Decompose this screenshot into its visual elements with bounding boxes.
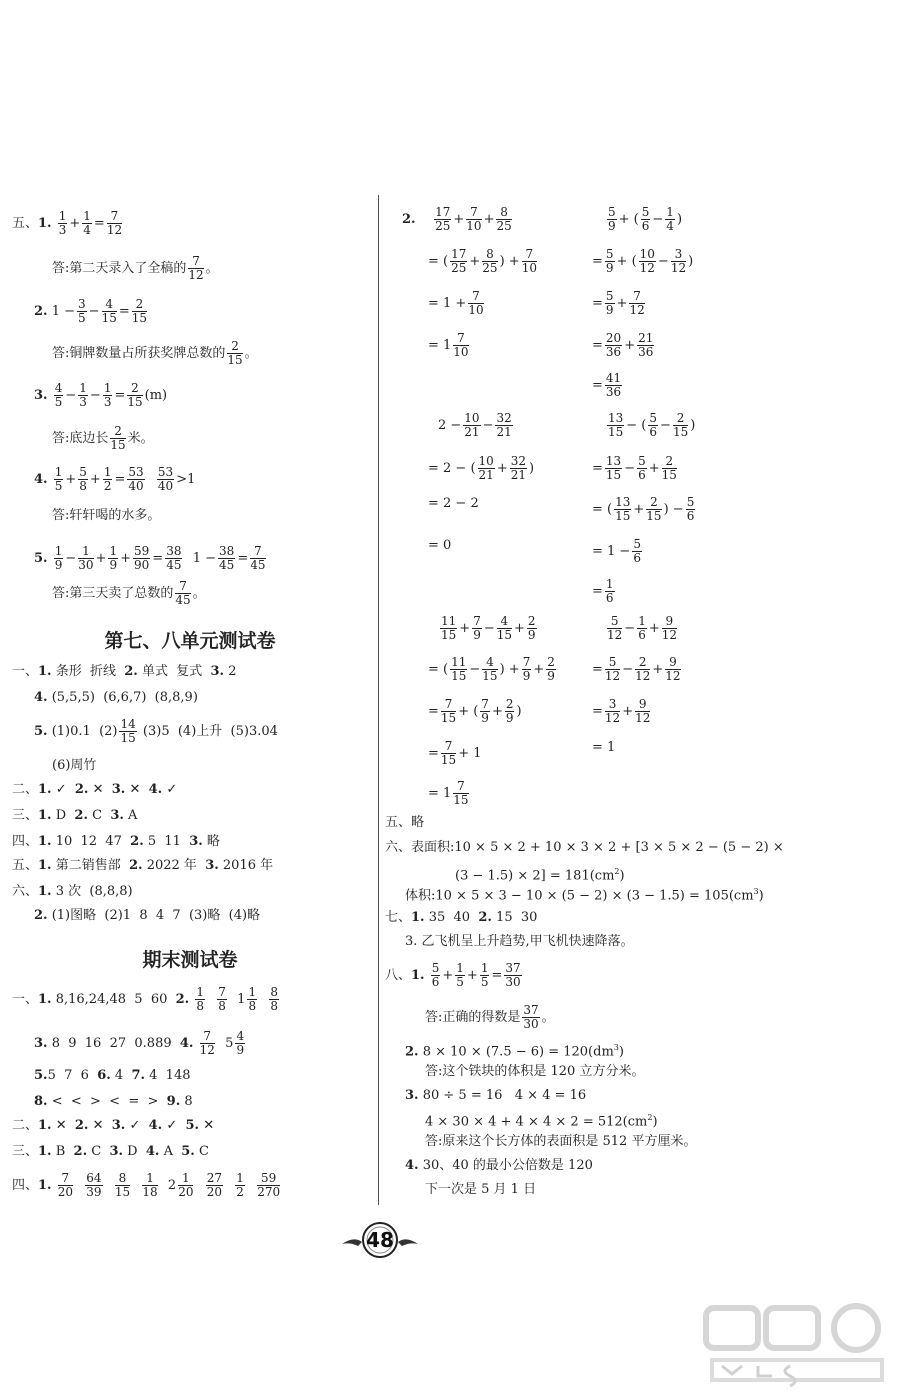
answer-line: 八、1. $\frac{5}{6}$ + $\frac{1}{5}$ + $\frac{1}{5}$ = $\frac{37}{30}$ bbox=[385, 961, 521, 989]
answer-line: 七、1. 35 40 2. 15 30 bbox=[385, 910, 538, 925]
answer-line: 答:第二天录入了全稿的 $\frac{7}{12}$ 。 bbox=[52, 254, 219, 282]
answer-line: 一、1. 条形 折线 2. 单式 复式 3. 2 bbox=[12, 664, 237, 679]
answer-line: 三、1. D 2. C 3. A bbox=[12, 808, 138, 823]
answer-line: 2. $8 \times 10 \times (7.5 - 6) = 120(dm^3)$ bbox=[405, 1043, 624, 1060]
answer-line: 三、1. B 2. C 3. D 4. A 5. C bbox=[12, 1144, 209, 1159]
answer-line: 3. 乙飞机呈上升趋势,甲飞机快速降落。 bbox=[405, 934, 634, 949]
answer-line: (6)周竹 bbox=[52, 758, 97, 773]
answer-line: 答:铜牌数量占所获奖牌总数的 $\frac{2}{15}$ 。 bbox=[52, 339, 258, 367]
answer-line: 8. < < > < = > 9. 8 bbox=[34, 1094, 193, 1109]
answer-line: $\frac{11}{15}$ + $\frac{7}{9}$ − $\frac{4}{15}$ + $\frac{2}{9}$ bbox=[441, 614, 536, 642]
answer-line: = $\frac{20}{36}$ + $\frac{21}{36}$ bbox=[592, 331, 654, 359]
answer-line: 答:轩轩喝的水多。 bbox=[52, 508, 161, 523]
answer-line: 六、表面积:10 × 5 × 2 + 10 × 3 × 2 + [3 × 5 × 2 − (5 − 2) × bbox=[385, 840, 784, 855]
answer-line: = 0 bbox=[428, 538, 452, 553]
answer-line: 答:底边长 $\frac{2}{15}$ 米。 bbox=[52, 424, 154, 452]
watermark-logo bbox=[698, 1300, 898, 1390]
answer-line: 答:这个铁块的体积是 120 立方分米。 bbox=[425, 1064, 645, 1079]
answer-line: $\frac{5}{12}$ − $\frac{1}{6}$ + $\frac{9}{12}$ bbox=[607, 614, 678, 642]
answer-line: 二、1. ✕ 2. ✕ 3. ✓ 4. ✓ 5. ✕ bbox=[12, 1118, 215, 1133]
answer-line: 4. (5,5,5) (6,6,7) (8,8,9) bbox=[34, 690, 198, 705]
answer-line: = 2 − 2 bbox=[428, 496, 479, 511]
answer-line: = ( $\frac{13}{15}$ + $\frac{2}{15}$ ) − $\frac{5}{6}$ bbox=[592, 495, 695, 523]
answer-line: $4 \times 30 \times 4 + 4 \times 4 \times 2 = 512(cm^2)$ bbox=[425, 1113, 658, 1130]
answer-line: 2. (1)图略 (2)1 8 4 7 (3)略 (4)略 bbox=[34, 908, 261, 923]
answer-line: = 1 − $\frac{5}{6}$ bbox=[592, 537, 641, 565]
answer-line: 5. $\frac{1}{9}$ − $\frac{1}{30}$ + $\frac{1}{9}$ + $\frac{59}{90}$ = $\frac{38}{45}$ 1 − $\frac{38}{45}$ = $\frac{7}{45}$ bbox=[34, 544, 266, 572]
answer-line: 五、略 bbox=[385, 815, 425, 830]
answer-line: = 1 bbox=[592, 740, 616, 755]
answer-line: = $\frac{5}{9}$ + ( $\frac{10}{12}$ − $\frac{3}{12}$ ) bbox=[592, 247, 694, 275]
answer-line: = $\frac{7}{15}$ + 1 bbox=[428, 739, 482, 767]
section-heading: 期末测试卷 bbox=[142, 949, 238, 971]
answer-line: = $\frac{5}{9}$ + $\frac{7}{12}$ bbox=[592, 289, 645, 317]
answer-line: = $\frac{7}{15}$ + ( $\frac{7}{9}$ + $\frac{2}{9}$ ) bbox=[428, 697, 522, 725]
answer-line: = $\frac{5}{12}$ − $\frac{2}{12}$ + $\frac{9}{12}$ bbox=[592, 655, 681, 683]
page-number-badge bbox=[340, 1218, 420, 1262]
answer-line: 3. 80 ÷ 5 = 16 4 × 4 = 16 bbox=[405, 1088, 587, 1103]
answer-line: 四、1. 10 12 47 2. 5 11 3. 略 bbox=[12, 834, 220, 849]
answer-line: 4. $\frac{1}{5}$ + $\frac{5}{8}$ + $\frac{1}{2}$ = $\frac{53}{40}$ $\frac{53}{40}$ >1 bbox=[34, 465, 196, 493]
answer-line: = 1 $\frac{7}{10}$ bbox=[428, 331, 469, 359]
answer-line: = $\frac{3}{12}$ + $\frac{9}{12}$ bbox=[592, 697, 651, 725]
answer-line: $(3 - 1.5) \times 2] = 181(cm^2)$ bbox=[455, 867, 625, 884]
answer-line: = 1 $\frac{7}{15}$ bbox=[428, 779, 469, 807]
answer-line: 5.5 7 6 6. 4 7. 4 148 bbox=[34, 1068, 191, 1083]
answer-line: 答:第三天卖了总数的 $\frac{7}{45}$ 。 bbox=[52, 579, 206, 607]
watermark-icon bbox=[698, 1300, 898, 1390]
answer-line: 2. $\frac{17}{25}$ + $\frac{7}{10}$ + $\frac{8}{25}$ bbox=[402, 205, 512, 233]
answer-line: 2 − $\frac{10}{21}$ − $\frac{32}{21}$ bbox=[438, 411, 512, 439]
section-heading: 第七、八单元测试卷 bbox=[104, 630, 276, 652]
answer-line: 4. 30、40 的最小公倍数是 120 bbox=[405, 1158, 593, 1173]
answer-line: 答:正确的得数是 $\frac{37}{30}$ 。 bbox=[425, 1003, 555, 1031]
column-divider bbox=[378, 195, 379, 1205]
answer-line: $\frac{5}{9}$ + ( $\frac{5}{6}$ − $\frac{1}{4}$ ) bbox=[608, 205, 683, 233]
answer-line: = 2 − ( $\frac{10}{21}$ + $\frac{32}{21}$ ) bbox=[428, 454, 535, 482]
answer-line: 体积:10 × $5 \times 3 - 10 \times (5 - 2) \times (3 - 1.5) = 105(cm^3)$ bbox=[405, 887, 764, 904]
answer-line: 答:原来这个长方体的表面积是 512 平方厘米。 bbox=[425, 1134, 697, 1149]
page-number: 48 bbox=[366, 1228, 394, 1252]
answer-line: 3. 8 9 16 27 0.889 4. $\frac{7}{12}$ 5 $\frac{4}{9}$ bbox=[34, 1029, 245, 1057]
answer-line: = $\frac{1}{6}$ bbox=[592, 577, 614, 605]
answer-line: 一、1. 8,16,24,48 5 60 2. $\frac{1}{8}$ $\frac{7}{8}$ 1 $\frac{1}{8}$ $\frac{8}{8}$ bbox=[12, 985, 278, 1013]
answer-line: 二、1. ✓ 2. ✕ 3. ✕ 4. ✓ bbox=[12, 782, 178, 797]
answer-line: 3. $\frac{4}{5}$ − $\frac{1}{3}$ − $\frac{1}{3}$ = $\frac{2}{15}$ (m) bbox=[34, 381, 168, 409]
answer-line: 五、1. $\frac{1}{3}$ + $\frac{1}{4}$ = $\frac{7}{12}$ bbox=[12, 209, 123, 237]
answer-line: 四、1. $\frac{7}{20}$ $\frac{64}{39}$ $\frac{8}{15}$ $\frac{1}{18}$ 2 $\frac{1}{20}$ $\frac{27}{20}$ $\frac{1}{2}$ $\frac{59}{270}$ bbox=[12, 1171, 281, 1199]
answer-line: = 1 + $\frac{7}{10}$ bbox=[428, 289, 484, 317]
answer-line: = ( $\frac{11}{15}$ − $\frac{4}{15}$ ) + $\frac{7}{9}$ + $\frac{2}{9}$ bbox=[428, 655, 555, 683]
answer-line: 下一次是 5 月 1 日 bbox=[425, 1182, 537, 1197]
answer-line: 2. 1 − $\frac{3}{5}$ − $\frac{4}{15}$ = $\frac{2}{15}$ bbox=[34, 297, 148, 325]
answer-line: 五、1. 第二销售部 2. 2022 年 3. 2016 年 bbox=[12, 858, 274, 873]
answer-line: 六、1. 3 次 (8,8,8) bbox=[12, 884, 133, 899]
answer-line: = $\frac{13}{15}$ − $\frac{5}{6}$ + $\frac{2}{15}$ bbox=[592, 454, 677, 482]
answer-line: = ( $\frac{17}{25}$ + $\frac{8}{25}$ ) + $\frac{7}{10}$ bbox=[428, 247, 537, 275]
answer-line: = $\frac{41}{36}$ bbox=[592, 371, 622, 399]
answer-line: 5. (1)0.1 (2) $\frac{14}{15}$ (3)5 (4)上升 (5)3.04 bbox=[34, 717, 278, 745]
answer-line: $\frac{13}{15}$ − ( $\frac{5}{6}$ − $\frac{2}{15}$ ) bbox=[608, 411, 696, 439]
